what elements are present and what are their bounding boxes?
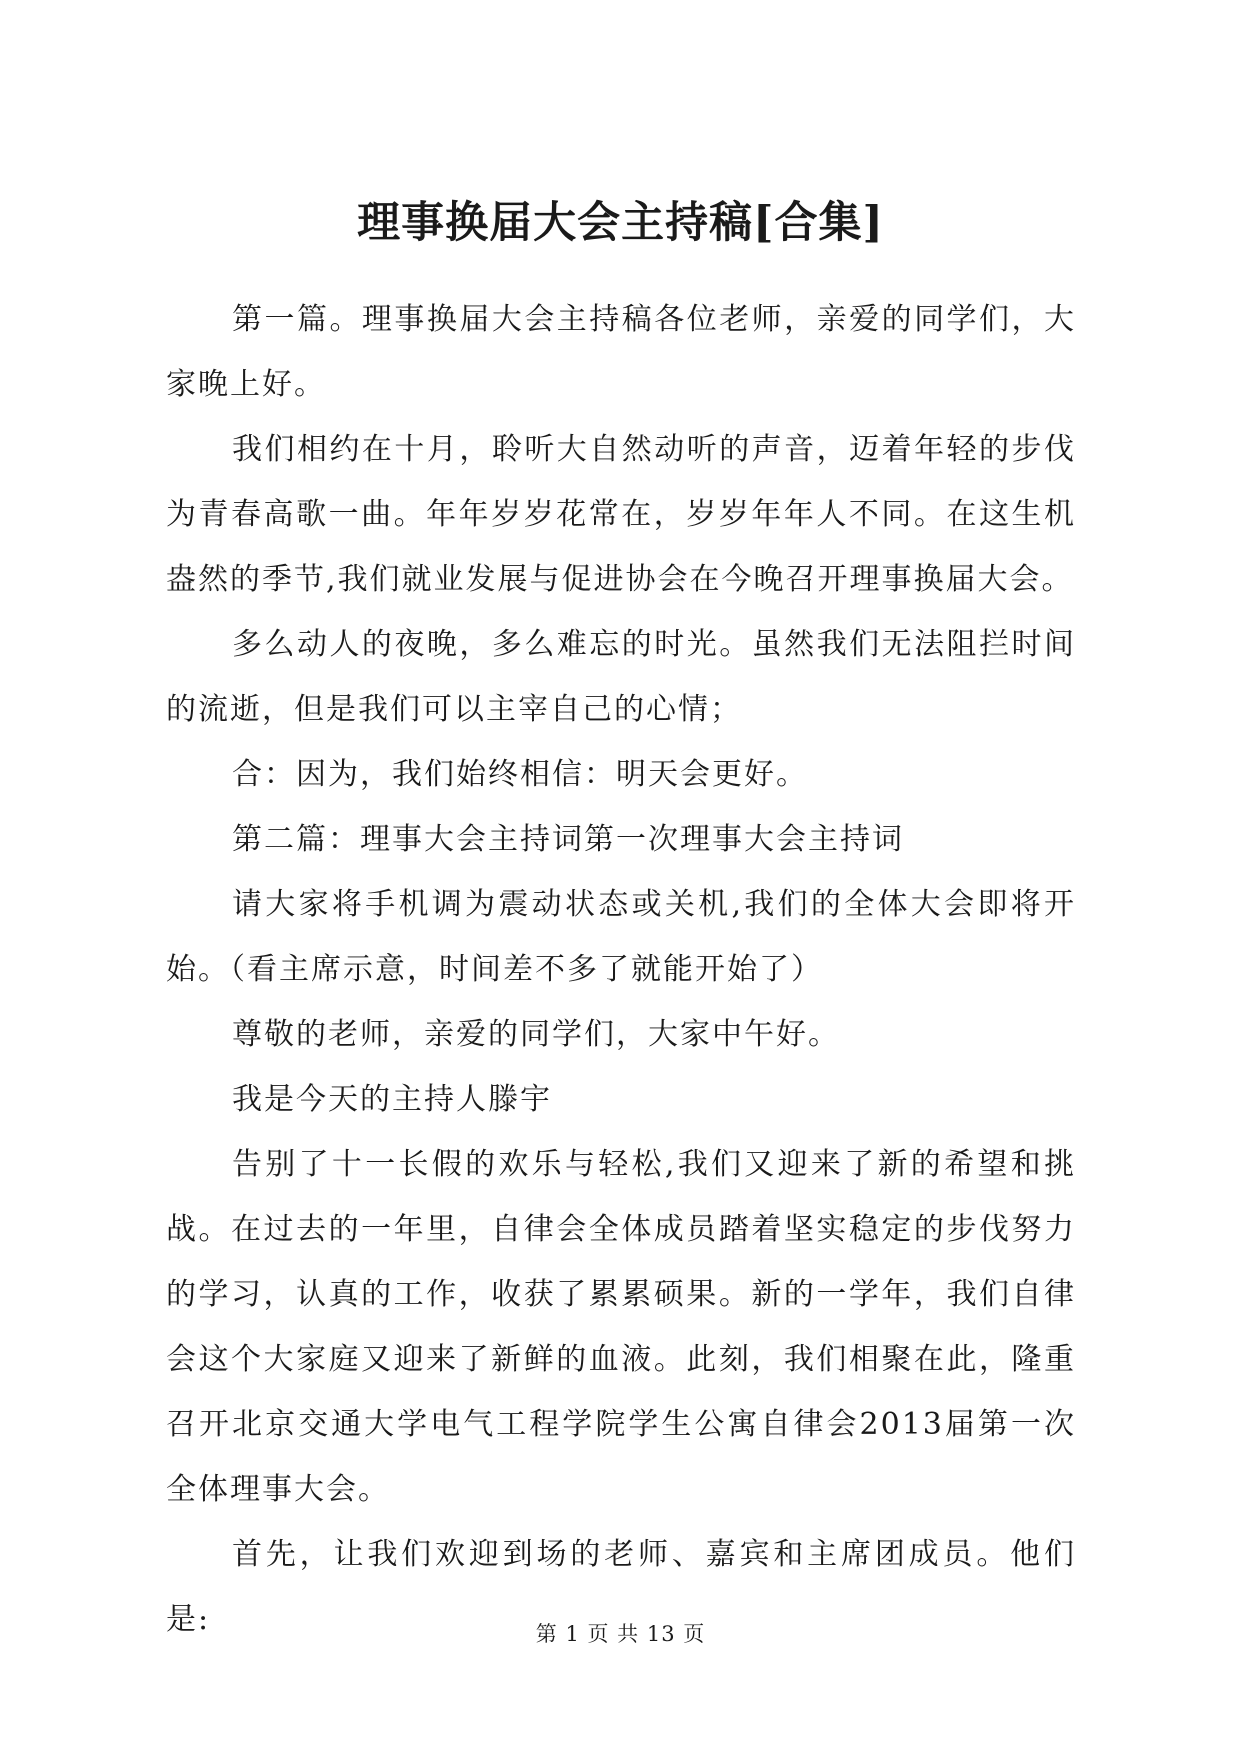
page-number-footer: 第 1 页 共 13 页	[535, 1622, 706, 1646]
paragraph: 我是今天的主持人滕宇	[232, 1082, 552, 1117]
paragraph: 尊敬的老师，亲爱的同学们，大家中午好。	[232, 1017, 840, 1052]
paragraph: 请大家将手机调为震动状态或关机,我们的全体大会即将开始。（看主席示意，时间差不多了就能开始了）	[166, 887, 1076, 987]
paragraph: 第一篇。理事换届大会主持稿各位老师，亲爱的同学们，大家晚上好。	[166, 302, 1076, 402]
paragraph: 多么动人的夜晚，多么难忘的时光。虽然我们无法阻拦时间的流逝，但是我们可以主宰自己的心情；	[166, 627, 1076, 727]
document-title: 理事换届大会主持稿[合集]	[357, 198, 884, 248]
document-body	[166, 287, 1076, 1652]
paragraph: 告别了十一长假的欢乐与轻松,我们又迎来了新的希望和挑战。在过去的一年里，自律会全体成员踏着坚实稳定的步伐努力的学习，认真的工作，收获了累累硕果。新的一学年，我们自律会这个大家庭又迎来了新鲜的血液。此刻，我们相聚在此，隆重召开北京交通大学电气工程学院学生公寓自律会2013届第一次全体理事大会。	[166, 1147, 1076, 1507]
paragraph: 首先，让我们欢迎到场的老师、嘉宾和主席团成员。他们是:	[166, 1537, 1076, 1637]
paragraph: 第二篇：理事大会主持词第一次理事大会主持词	[232, 822, 904, 857]
paragraph: 我们相约在十月，聆听大自然动听的声音，迈着年轻的步伐为青春高歌一曲。年年岁岁花常在，岁岁年年人不同。在这生机盎然的季节,我们就业发展与促进协会在今晚召开理事换届大会。	[166, 432, 1076, 597]
paragraph: 合：因为，我们始终相信：明天会更好。	[232, 757, 808, 792]
